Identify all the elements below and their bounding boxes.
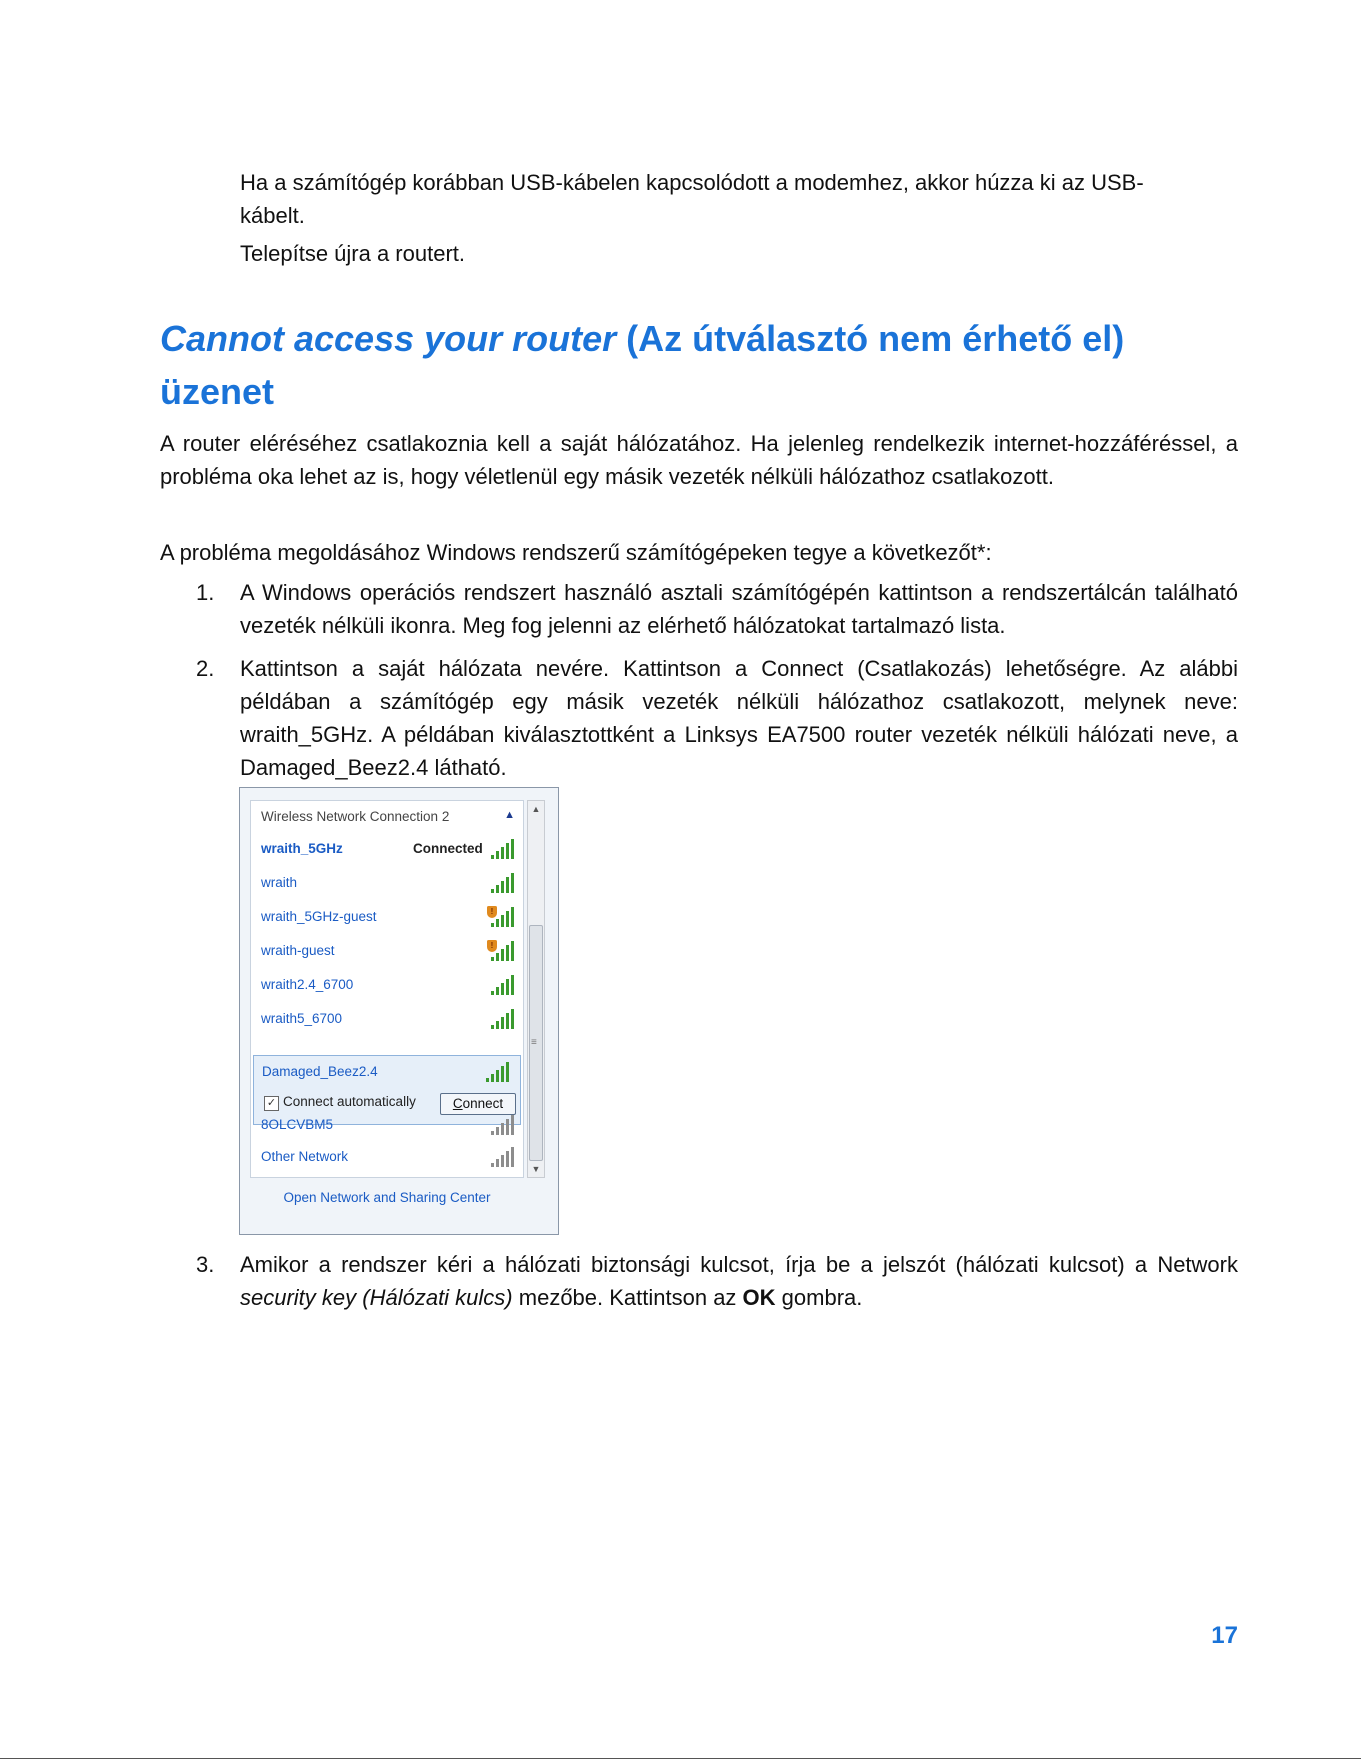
section-heading xyxy=(160,312,1240,418)
connect-automatically-checkbox[interactable]: ✓ xyxy=(264,1096,279,1111)
network-item[interactable] xyxy=(261,837,515,861)
page-number: 17 xyxy=(1211,1622,1238,1649)
scroll-down-icon[interactable]: ▼ xyxy=(531,1164,541,1174)
wireless-network-popup xyxy=(239,787,559,1235)
signal-icon xyxy=(491,941,515,961)
windows-intro: A probléma megoldásához Windows rendszerű számítógépeken tegye a következőt*: xyxy=(160,540,992,565)
network-name: wraith2.4_6700 xyxy=(261,977,354,992)
connection-header[interactable] xyxy=(261,809,515,824)
step-number: 2. xyxy=(196,656,215,681)
network-name: wraith_5GHz xyxy=(261,841,343,856)
usb-line-2: kábelt. xyxy=(240,203,305,228)
open-network-center-link[interactable]: Open Network and Sharing Center xyxy=(283,1190,491,1205)
connect-button[interactable]: Connect xyxy=(440,1093,516,1115)
scroll-up-icon[interactable]: ▲ xyxy=(531,804,541,814)
signal-icon xyxy=(486,1062,510,1082)
step-text: Amikor a rendszer kéri a hálózati biztonsági kulcsot, írja be a jelszót (hálózati kulcsot) a Network security key (Hálózati kulcs) mezőbe. Kattintson az OK gombra. xyxy=(240,1252,1238,1310)
network-status: Connected xyxy=(413,841,483,856)
network-item[interactable] xyxy=(261,939,515,963)
signal-icon xyxy=(491,907,515,927)
network-item[interactable] xyxy=(261,871,515,895)
reinstall-paragraph: Telepítse újra a routert. xyxy=(240,241,466,266)
ok-label: OK xyxy=(742,1285,776,1310)
network-item[interactable] xyxy=(261,973,515,997)
heading-rest: (Az útválasztó nem érhető el) üzenet xyxy=(160,318,1125,412)
network-name: wraith_5GHz-guest xyxy=(261,909,377,924)
connect-automatically-label: Connect automatically xyxy=(283,1094,416,1109)
network-list xyxy=(250,800,524,1178)
intro-paragraph: A router eléréséhez csatlakoznia kell a saját hálózatához. Ha jelenleg rendelkezik internet-hozzáféréssel, a probléma oka lehet az is, hogy véletlenül egy másik vezeték nélküli hálózathoz csatlakozott. xyxy=(160,431,1238,489)
shield-warning-icon: ! xyxy=(487,940,497,952)
signal-icon xyxy=(491,839,515,859)
network-name: 8OLCVBM5 xyxy=(261,1117,334,1132)
step-number: 1. xyxy=(196,580,215,605)
network-name: wraith-guest xyxy=(261,943,335,958)
shield-warning-icon: ! xyxy=(487,906,497,918)
usb-line-1: Ha a számítógép korábban USB-kábelen kapcsolódott a modemhez, akkor húzza ki az USB- xyxy=(240,170,1144,195)
network-item[interactable] xyxy=(261,1007,515,1031)
field-name: security key (Hálózati kulcs) xyxy=(240,1285,513,1310)
network-name: Other Network xyxy=(261,1149,349,1164)
network-name: wraith xyxy=(261,875,298,890)
connection-header-label: Wireless Network Connection 2 xyxy=(261,809,450,824)
grip-icon: ≡ xyxy=(531,1037,537,1048)
step-text: A Windows operációs rendszert használó asztali számítógépén kattintson a rendszertálcán található vezeték nélküli ikonra. Meg fog jelenni az elérhető hálózatokat tartalmazó lista. xyxy=(240,580,1238,638)
signal-icon xyxy=(491,1009,515,1029)
signal-icon xyxy=(491,975,515,995)
step-number: 3. xyxy=(196,1252,215,1277)
bottom-divider xyxy=(0,1758,1361,1759)
chevron-up-icon[interactable]: ▲ xyxy=(504,809,515,821)
usb-paragraph xyxy=(240,166,1238,232)
network-item[interactable] xyxy=(261,905,515,929)
step-text: Kattintson a saját hálózata nevére. Kattintson a Connect (Csatlakozás) lehetőségre. Az alábbi példában a számítógép egy másik vezeték nélküli hálózathoz csatlakozott, melynek neve: wraith_5GHz. A példában kiválasztottként a Linksys EA7500 router vezeték nélküli hálózati neve, a Damaged_Beez2.4 látható. xyxy=(240,656,1238,780)
signal-icon xyxy=(491,1147,515,1167)
network-name: wraith5_6700 xyxy=(261,1011,343,1026)
signal-icon xyxy=(491,873,515,893)
signal-icon xyxy=(491,1115,515,1135)
network-name: Damaged_Beez2.4 xyxy=(262,1064,378,1079)
scrollbar[interactable] xyxy=(527,800,545,1178)
network-item[interactable] xyxy=(261,1113,515,1137)
network-item[interactable] xyxy=(261,1145,515,1169)
heading-italic: Cannot access your router xyxy=(160,318,617,359)
network-item[interactable] xyxy=(262,1060,516,1084)
